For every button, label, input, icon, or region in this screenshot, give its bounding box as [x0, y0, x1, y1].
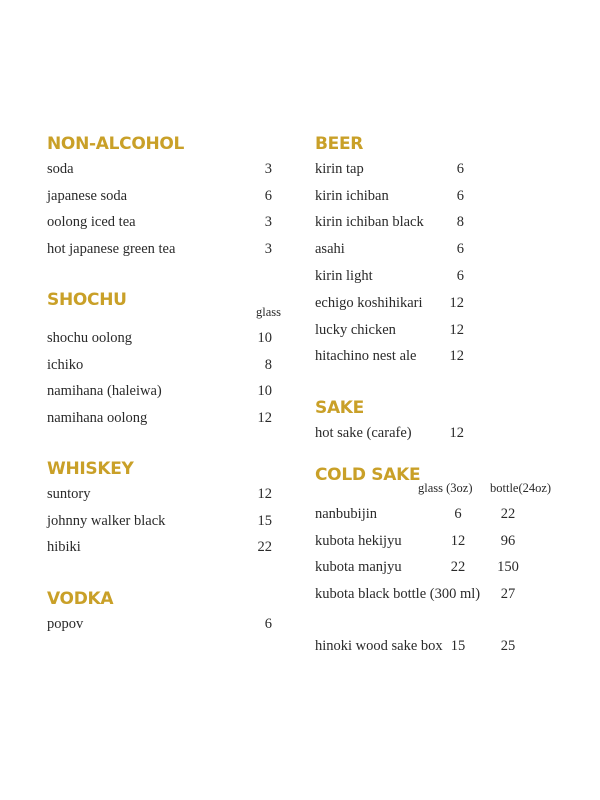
menu-item-price: 6: [264, 616, 272, 632]
menu-item-name: oolong iced tea: [47, 214, 136, 230]
menu-item-price: 12: [449, 295, 464, 311]
menu-item-name: ichiko: [47, 357, 84, 373]
menu-item-bottle-price: 150: [497, 559, 519, 575]
menu-item-price: 6: [456, 161, 464, 177]
menu-item-price: 8: [264, 357, 272, 373]
menu-item-name: asahi: [315, 241, 345, 257]
menu-item-name: popov: [47, 616, 84, 632]
menu-item-price: 6: [264, 188, 272, 204]
menu-item-name: hibiki: [47, 539, 81, 555]
menu-item-name: hinoki wood sake box: [315, 638, 443, 654]
menu-item-name: kirin ichiban black: [315, 214, 424, 230]
menu-item-name: kubota black bottle (300 ml): [315, 586, 481, 602]
cold-sake-heading: COLD SAKE: [315, 465, 421, 485]
menu-item-name: soda: [47, 161, 74, 177]
menu-item-price: 8: [456, 214, 464, 230]
menu-item-price: 12: [449, 348, 464, 364]
menu-item-bottle-price: 25: [500, 638, 516, 654]
vodka-heading: VODKA: [47, 589, 114, 609]
menu-item-name: kirin tap: [315, 161, 364, 177]
cold-sake-glass-label: glass (3oz): [418, 481, 473, 495]
menu-item-name: shochu oolong: [47, 330, 132, 346]
menu-item-name: kirin light: [315, 268, 373, 284]
menu-item-glass-price: 6: [454, 506, 462, 522]
menu-item-name: johnny walker black: [47, 513, 166, 529]
non-alcohol-heading: NON-ALCOHOL: [47, 134, 185, 154]
menu-item-price: 6: [456, 268, 464, 284]
menu-item-glass-price: 15: [450, 638, 466, 654]
menu-item-price: 6: [456, 241, 464, 257]
menu-item-name: namihana (haleiwa): [47, 383, 162, 399]
sake-heading: SAKE: [315, 398, 364, 418]
menu-item-name: kubota hekijyu: [315, 533, 402, 549]
menu-item-bottle-price: 27: [500, 586, 516, 602]
menu-item-name: hot japanese green tea: [47, 241, 176, 257]
menu-item-name: kirin ichiban: [315, 188, 389, 204]
menu-item-price: 3: [264, 214, 272, 230]
menu-item-price: 22: [257, 539, 272, 555]
menu-item-price: 3: [264, 161, 272, 177]
menu-item-price: 6: [456, 188, 464, 204]
menu-item-bottle-price: 22: [500, 506, 516, 522]
menu-item-price: 12: [257, 410, 272, 426]
whiskey-heading: WHISKEY: [47, 459, 134, 479]
menu-item-price: 10: [257, 383, 272, 399]
menu-item-name: suntory: [47, 486, 91, 502]
menu-item-glass-price: 12: [450, 533, 466, 549]
menu-item-name: hot sake (carafe): [315, 425, 412, 441]
menu-item-glass-price: 22: [450, 559, 466, 575]
menu-item-name: namihana oolong: [47, 410, 148, 426]
menu-item-name: japanese soda: [47, 188, 128, 204]
shochu-glass-label: glass: [256, 305, 281, 319]
shochu-heading: SHOCHU: [47, 290, 127, 310]
menu-item-price: 3: [264, 241, 272, 257]
cold-sake-bottle-label: bottle(24oz): [490, 481, 552, 495]
menu-item-price: 12: [449, 322, 464, 338]
menu-item-name: echigo koshihikari: [315, 295, 423, 311]
menu-item-name: kubota manjyu: [315, 559, 402, 575]
beer-heading: BEER: [315, 134, 364, 154]
menu-item-price: 15: [257, 513, 272, 529]
menu-item-name: hitachino nest ale: [315, 348, 417, 364]
menu-item-price: 12: [449, 425, 464, 441]
menu-item-name: nanbubijin: [315, 506, 378, 522]
menu-item-price: 12: [257, 486, 272, 502]
menu-item-price: 10: [257, 330, 272, 346]
menu-item-name: lucky chicken: [315, 322, 396, 338]
menu-item-bottle-price: 96: [500, 533, 516, 549]
